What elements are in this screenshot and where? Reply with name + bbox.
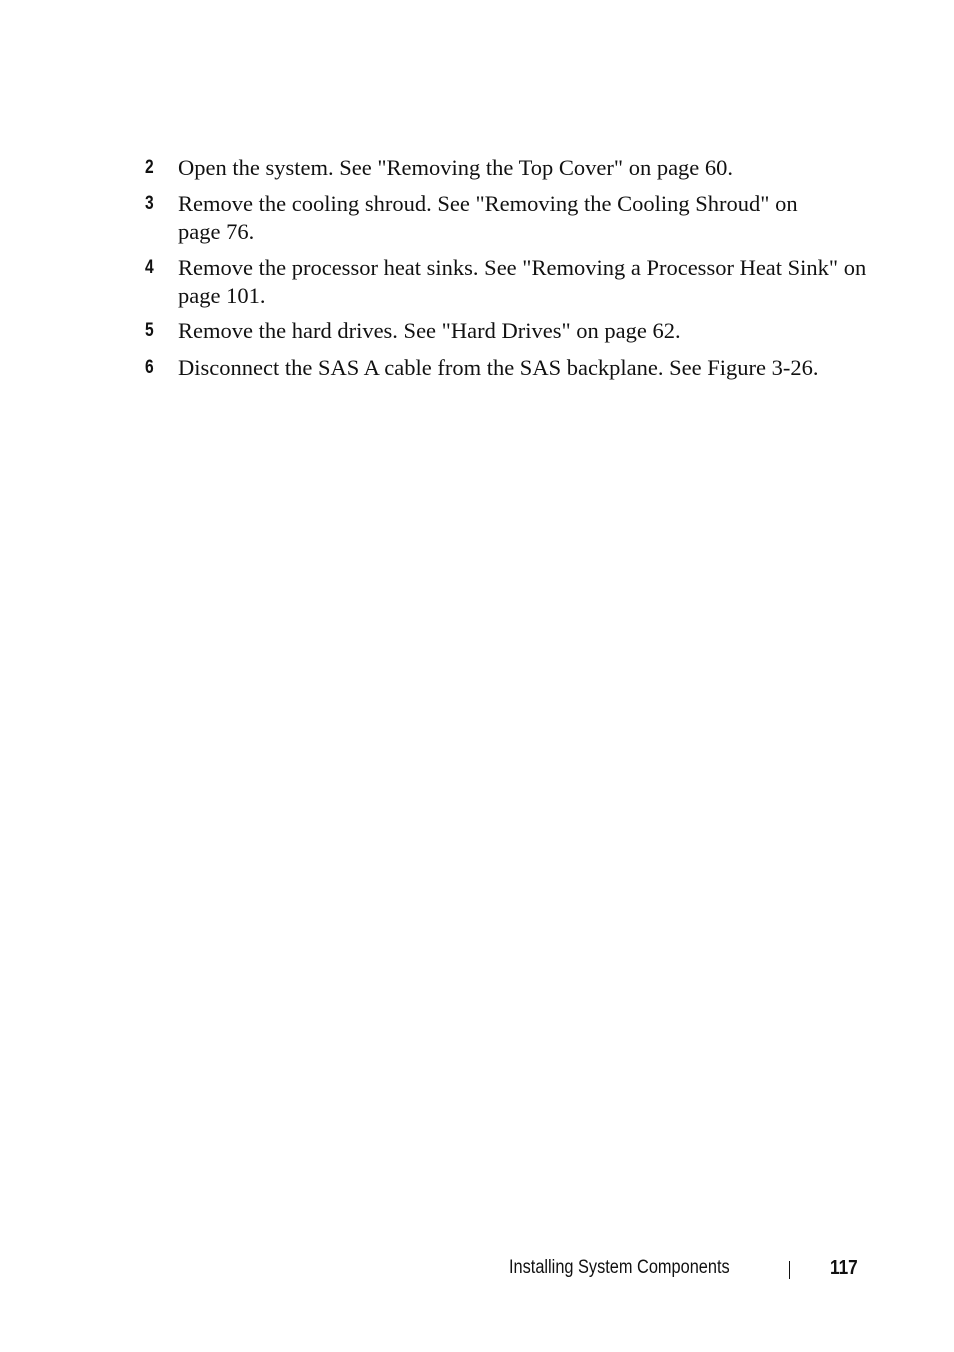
footer-section-title: Installing System Components	[509, 1257, 730, 1278]
step-number: 6	[145, 357, 154, 378]
step-text-line: Disconnect the SAS A cable from the SAS backplane. See Figure 3-26.	[178, 355, 819, 380]
step-text-line: page 101.	[178, 283, 266, 308]
step-text	[178, 354, 868, 382]
step-text	[178, 254, 868, 310]
step-text-line: Open the system. See "Removing the Top Cover" on page 60.	[178, 155, 734, 180]
step-text-line: Remove the processor heat sinks. See "Removing a Processor Heat Sink" on	[178, 255, 867, 280]
step-text	[178, 190, 868, 246]
step-number: 5	[145, 320, 154, 341]
step-text-line: page 76.	[178, 219, 255, 244]
page-number: 117	[830, 1257, 858, 1279]
step-text-line: Remove the cooling shroud. See "Removing the Cooling Shroud" on	[178, 191, 798, 216]
step-text	[178, 317, 868, 345]
step-number: 2	[145, 157, 154, 178]
step-text-line: Remove the hard drives. See "Hard Drives" on page 62.	[178, 318, 681, 343]
step-number: 3	[145, 193, 154, 214]
step-number: 4	[145, 257, 154, 278]
footer-divider	[789, 1261, 790, 1279]
step-text	[178, 154, 868, 182]
page-footer	[0, 1255, 954, 1285]
